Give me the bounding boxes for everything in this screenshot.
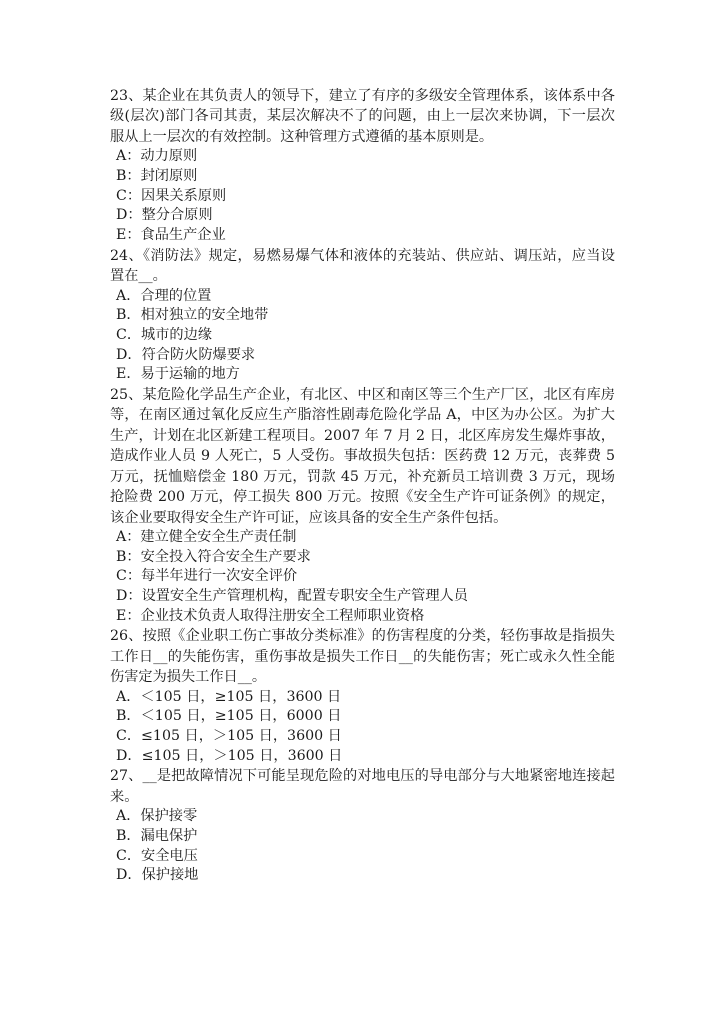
option-a: A．合理的位置: [116, 287, 212, 304]
option-e: E：食品生产企业: [116, 227, 226, 244]
option-c: C．安全电压: [116, 847, 198, 864]
question-26: [110, 626, 615, 766]
option-c: C．城市的边缘: [116, 326, 212, 343]
question-25: [110, 385, 615, 626]
question-23: [110, 86, 615, 246]
option-list: [110, 688, 615, 767]
document-page: [110, 86, 615, 886]
option-e: E：企业技术负责人取得注册安全工程师职业资格: [116, 607, 425, 624]
option-b: B．漏电保护: [116, 827, 198, 844]
option-a: A．＜105 日，≥105 日，3600 日: [116, 688, 342, 705]
question-stem: 23、某企业在其负责人的领导下，建立了有序的多级安全管理体系，该体系中各级(层次)部门各司其责，某层次解决不了的问题，由上一层次来协调，下一层次服从上一层次的有效控制。这种管理方式遵循的基本原则是。: [110, 88, 615, 145]
option-b: B．＜105 日，≥105 日，6000 日: [116, 708, 342, 725]
question-24: [110, 246, 615, 385]
option-e: E．易于运输的地方: [116, 366, 240, 383]
option-c: C：每半年进行一次安全评价: [116, 568, 298, 585]
option-a: A：动力原则: [116, 148, 198, 165]
option-d: D．符合防火防爆要求: [116, 346, 256, 363]
option-a: A．保护接零: [116, 808, 198, 825]
option-c: C：因果关系原则: [116, 187, 227, 204]
option-list: [110, 807, 615, 886]
option-list: [110, 147, 615, 246]
option-a: A：建立健全安全生产责任制: [116, 528, 297, 545]
option-b: B．相对独立的安全地带: [116, 307, 269, 324]
option-d: D．保护接地: [116, 867, 199, 884]
question-stem: 26、按照《企业职工伤亡事故分类标准》的伤害程度的分类，轻伤事故是指损失工作日__的失能伤害，重伤事故是损失工作日__的失能伤害；死亡或永久性全能伤害定为损失工作日__。: [110, 628, 615, 686]
option-b: B：封闭原则: [116, 167, 198, 184]
option-d: D：设置安全生产管理机构，配置专职安全生产管理人员: [116, 588, 468, 605]
option-b: B：安全投入符合安全生产要求: [116, 548, 311, 565]
option-d: D：整分合原则: [116, 207, 213, 224]
question-stem: 27、__是把故障情况下可能呈现危险的对地电压的导电部分与大地紧密地连接起来。: [110, 768, 615, 805]
question-stem: 25、某危险化学品生产企业，有北区、中区和南区等三个生产厂区，北区有库房等，在南区通过氧化反应生产脂溶性剧毒危险化学品 A，中区为办公区。为扩大生产，计划在北区新建工程项目。2007 年 7 月 2 日，北区库房发生爆炸事故，造成作业人员 9 人死亡，5 人受伤。事故损失包括：医药费 12 万元，丧葬费 5 万元，抚恤赔偿金 180 万元，罚款 45 万元，补充新员工培训费 3 万元，现场抢险费 200 万元，停工损失 800 万元。按照《安全生产许可证条例》的规定，该企业要取得安全生产许可证，应该具备的安全生产条件包括。: [110, 387, 615, 526]
question-27: [110, 766, 615, 886]
option-list: [110, 528, 615, 627]
option-d: D．≤105 日，＞105 日，3600 日: [116, 747, 343, 764]
option-c: C．≤105 日，＞105 日，3600 日: [116, 728, 342, 745]
option-list: [110, 287, 615, 386]
question-stem: 24、《消防法》规定，易燃易爆气体和液体的充装站、供应站、调压站，应当设置在__。: [110, 247, 615, 285]
